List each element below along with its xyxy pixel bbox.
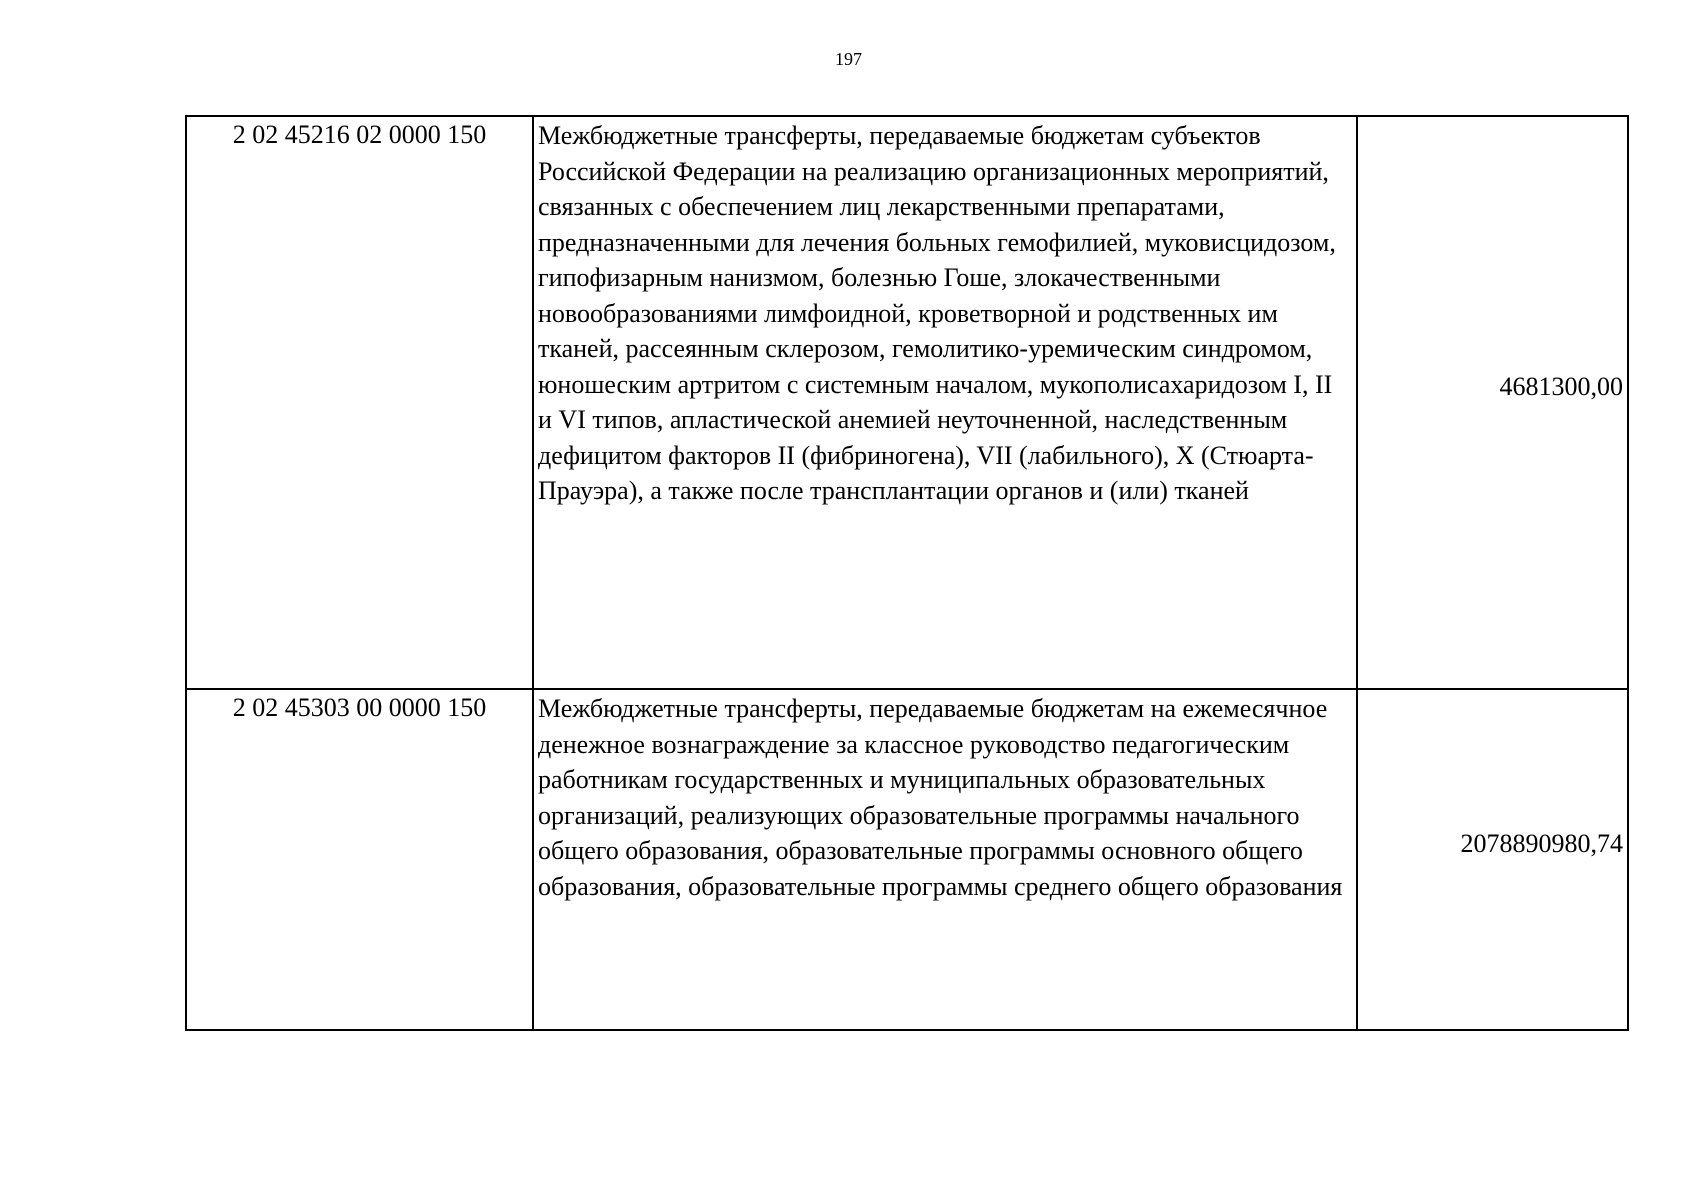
amount-value: 2078890980,74 [1460, 828, 1623, 858]
description-cell: Межбюджетные трансферты, передаваемые бюджетам на ежемесячное денежное вознаграждение за классное руководство педагогическим работникам государственных и муниципальных образовательных организаций, реализующих образовательные программы начального общего образования, образовательные программы основного общего образования, образовательные программы среднего общего образования [533, 689, 1357, 1030]
page-number: 197 [835, 49, 862, 69]
amount-cell [1357, 689, 1628, 1030]
description-cell: Межбюджетные трансферты, передаваемые бюджетам субъектов Российской Федерации на реализацию организационных мероприятий, связанных с обеспечением лиц лекарственными препаратами, предназначенными для лечения больных гемофилией, муковисцидозом, гипофизарным нанизмом, болезнью Гоше, злокачественными новообразованиями лимфоидной, кроветворной и родственных им тканей, рассеянным склерозом, гемолитико-уремическим синдромом, юношеским артритом с системным началом, мукополисахаридозом I, II и VI типов, апластической анемией неуточненной, наследственным дефицитом факторов II (фибриногена), VII (лабильного), X (Стюарта-Прауэра), а также после трансплантации органов и (или) тканей [533, 116, 1357, 689]
table-row [186, 116, 1628, 689]
budget-code-cell: 2 02 45216 02 0000 150 [186, 116, 533, 689]
budget-table [185, 115, 1629, 1031]
amount-cell [1357, 116, 1628, 689]
table-row [186, 689, 1628, 1030]
budget-code-cell: 2 02 45303 00 0000 150 [186, 689, 533, 1030]
amount-value: 4681300,00 [1499, 371, 1623, 401]
